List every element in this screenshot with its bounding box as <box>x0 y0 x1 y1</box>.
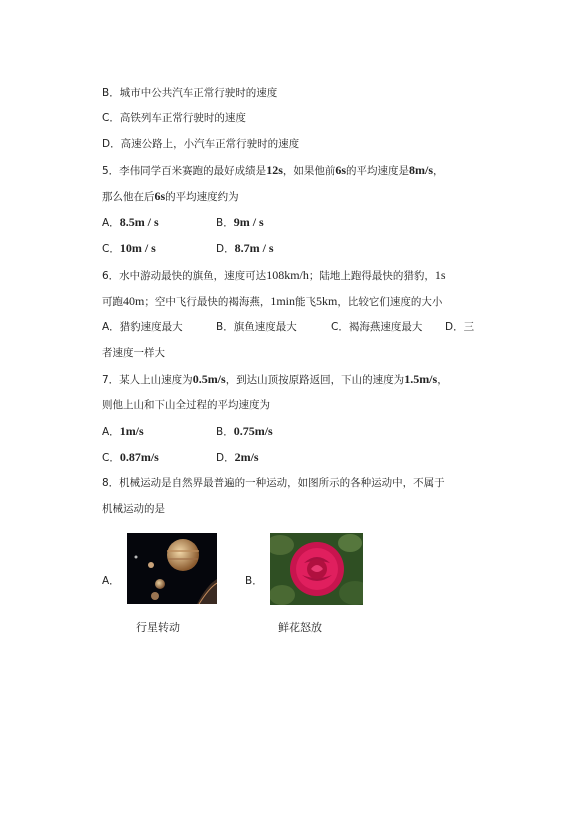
planets-image <box>127 533 217 604</box>
moon-planet <box>155 579 165 589</box>
q5-stem-line2: 那么他在后6s的平均速度约为 <box>102 189 239 203</box>
q8-option-b-caption: 鲜花怒放 <box>278 621 322 634</box>
q5-option-a: A．8.5m / s <box>102 215 159 229</box>
q7-option-d: D．2m/s <box>216 450 259 464</box>
q4-option-d: D．高速公路上，小汽车正常行驶时的速度 <box>102 138 300 150</box>
q8-option-a-caption: 行星转动 <box>136 621 180 634</box>
q6-option-d: D．三 <box>445 321 475 333</box>
q6-stem-line2: 可跑40m；空中飞行最快的褐海燕，1min能飞5km，比较它们速度的大小 <box>102 294 443 308</box>
q5-option-d: D．8.7m / s <box>216 241 274 255</box>
q6-option-d-continued: 者速度一样大 <box>102 347 165 359</box>
q5-first-time: 6s <box>335 163 347 177</box>
q5-option-c: C．10m / s <box>102 241 156 255</box>
q8-stem-line1: 8．机械运动是自然界最普遍的一种运动，如图所示的各种运动中，不属于 <box>102 477 445 489</box>
q7-option-a: A．1m/s <box>102 424 144 438</box>
q5-stem-line1: 5．李伟同学百米赛跑的最好成绩是12s，如果他前6s的平均速度是8m/s， <box>102 163 444 177</box>
q7-stem-line1: 7．某人上山速度为0.5m/s，到达山顶按原路返回，下山的速度为1.5m/s， <box>102 372 448 386</box>
q4-option-b: B．城市中公共汽车正常行驶时的速度 <box>102 87 278 99</box>
q6-option-b: B．旗鱼速度最大 <box>216 321 297 333</box>
q7-option-c: C．0.87m/s <box>102 450 159 464</box>
q7-up-speed: 0.5m/s <box>192 372 226 386</box>
q8-stem-line2: 机械运动的是 <box>102 503 165 515</box>
q7-option-b: B．0.75m/s <box>216 424 273 438</box>
q8-option-a-label: A． <box>102 575 120 587</box>
q4-option-c: C．高铁列车正常行驶时的速度 <box>102 112 246 124</box>
rose-illustration <box>270 533 363 605</box>
q6-option-c: C．褐海燕速度最大 <box>331 321 423 333</box>
q6-stem-line1: 6．水中游动最快的旗鱼，速度可达108km/h；陆地上跑得最快的猎豹，1s <box>102 268 446 282</box>
q7-stem-line2: 则他上山和下山全过程的平均速度为 <box>102 399 270 411</box>
planets-illustration <box>127 533 217 604</box>
rose-image <box>270 533 363 605</box>
q7-down-speed: 1.5m/s <box>404 372 438 386</box>
q5-total-time: 12s <box>266 163 283 177</box>
q5-first-speed: 8m/s <box>409 163 434 177</box>
jupiter-planet <box>167 539 199 571</box>
q5-option-b: B．9m / s <box>216 215 264 229</box>
q8-option-b-label: B． <box>245 575 263 587</box>
q6-option-a: A．猎豹速度最大 <box>102 321 183 333</box>
